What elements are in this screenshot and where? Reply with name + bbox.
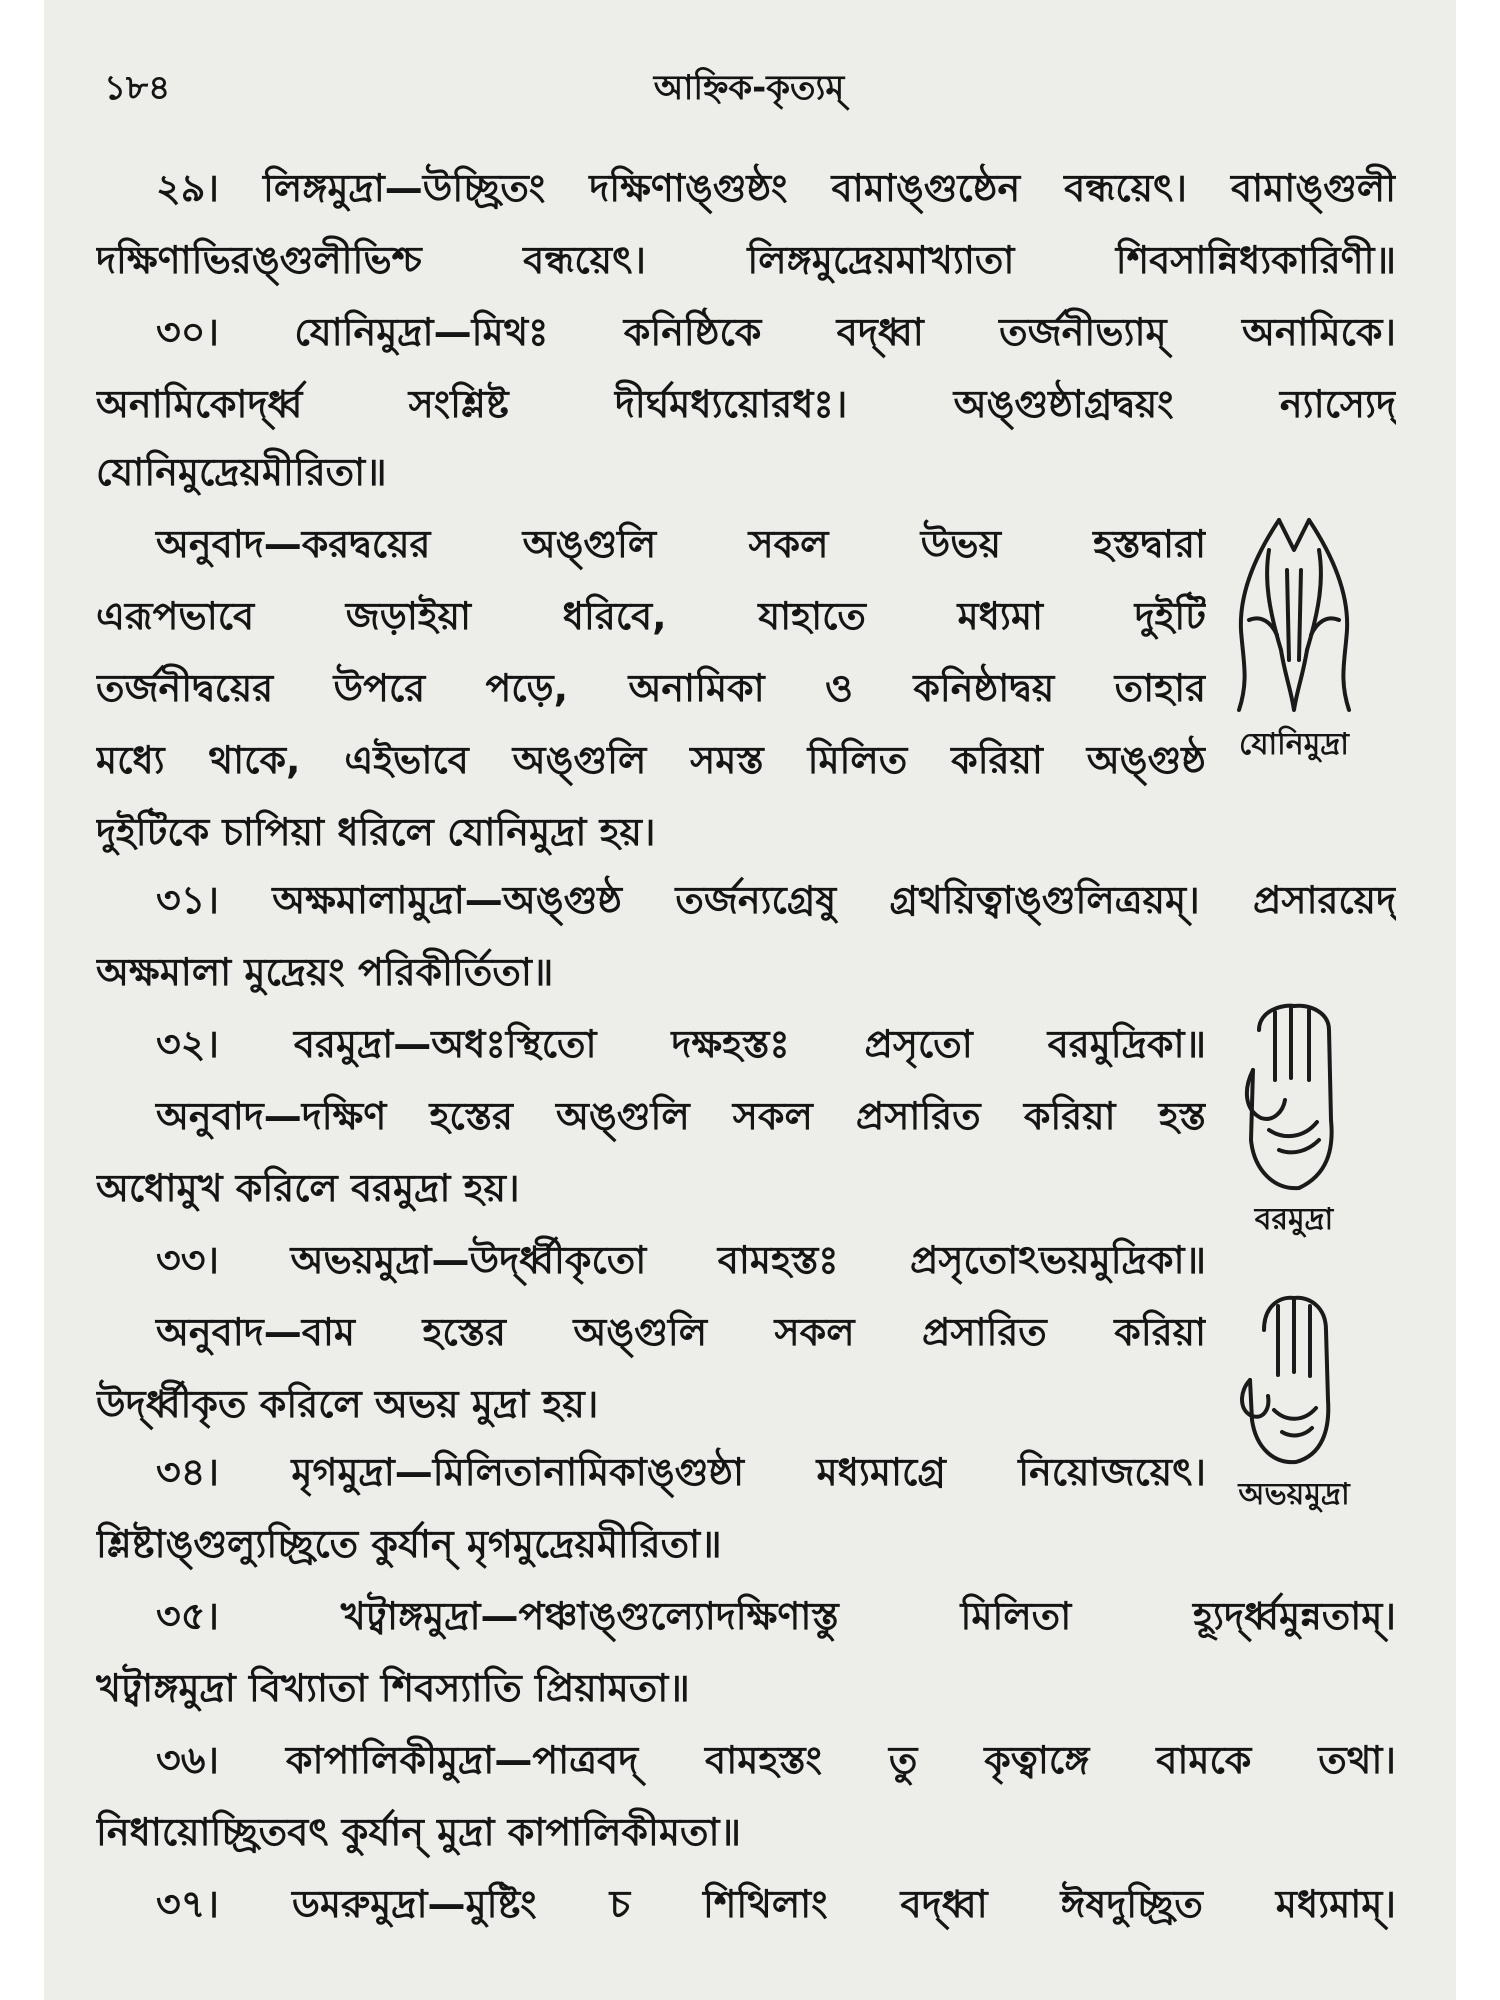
text-line: দক্ষিণাভিরঙ্গুলীভিশ্চ বন্ধয়েৎ। লিঙ্গমুদ্রেয়মাখ্যাতা শিবসান্নিধ্যকারিণী॥: [96, 238, 1396, 282]
abhaya-mudra-caption: অভয়মুদ্রা: [1238, 1477, 1350, 1512]
text-line: যোনিমুদ্রেয়মীরিতা॥: [96, 450, 387, 494]
yoni-mudra-hands-icon: [1219, 510, 1369, 720]
text-line: মধ্যে থাকে, এইভাবে অঙ্গুলি সমস্ত মিলিত করিয়া অঙ্গুষ্ঠ: [96, 738, 1206, 782]
text-line: দুইটিকে চাপিয়া ধরিলে যোনিমুদ্রা হয়।: [96, 810, 656, 854]
abhaya-mudra-hand-icon: [1234, 1290, 1354, 1470]
text-line: নিধায়োচ্ছ্রিতবৎ কুর্যান্ মুদ্রা কাপালিকীমতা॥: [96, 1810, 741, 1854]
text-line: ৩১। অক্ষমালামুদ্রা—অঙ্গুষ্ঠ তর্জন্যগ্রেষু গ্রথয়িত্বাঙ্গুলিত্রয়ম্। প্রসারয়েদ্: [156, 878, 1396, 922]
text-line: শ্লিষ্টাঙ্গুল্যুচ্ছ্রিতে কুর্যান্ মৃগমুদ্রেয়মীরিতা॥: [96, 1522, 722, 1566]
text-line: ৩৫। খট্বাঙ্গমুদ্রা—পঞ্চাঙ্গুল্যোদক্ষিণাস্তু মিলিতা হ্যূর্দ্ধ্বমুন্নতাম্।: [156, 1594, 1396, 1638]
vara-mudra-caption: বরমুদ্রা: [1254, 1202, 1334, 1237]
text-line: ৩৬। কাপালিকীমুদ্রা—পাত্রবদ্ বামহস্তং তু কৃত্বাঙ্গে বামকে তথা।: [156, 1738, 1396, 1782]
text-line: অনুবাদ—করদ্বয়ের অঙ্গুলি সকল উভয় হস্তদ্বারা: [156, 522, 1206, 566]
yoni-mudra-caption: যোনিমুদ্রা: [1239, 727, 1349, 762]
vara-mudra-hand-icon: [1239, 1000, 1349, 1195]
text-line: ২৯। লিঙ্গমুদ্রা—উচ্ছ্রিতং দক্ষিণাঙ্গুষ্ঠং বামাঙ্গুষ্ঠেন বন্ধয়েৎ। বামাঙ্গুলী: [156, 166, 1396, 210]
text-line: অনামিকোর্দ্ধ্ব সংশ্লিষ্ট দীর্ঘমধ্যয়োরধঃ। অঙ্গুষ্ঠাগ্রদ্বয়ং ন্যাস্যেদ্: [96, 382, 1396, 426]
text-line: অক্ষমালা মুদ্রেয়ং পরিকীর্তিতা॥: [96, 950, 554, 994]
text-line: ৩০। যোনিমুদ্রা—মিথঃ কনিষ্ঠিকে বদ্ধ্বা তর্জনীভ্যাম্ অনামিকে।: [156, 310, 1396, 354]
text-line: এরূপভাবে জড়াইয়া ধরিবে, যাহাতে মধ্যমা দুইটি: [96, 594, 1206, 638]
vara-mudra-figure: [1214, 1000, 1374, 1246]
text-line: অধোমুখ করিলে বরমুদ্রা হয়।: [96, 1166, 520, 1210]
book-page: [44, 0, 1456, 2000]
yoni-mudra-figure: [1194, 510, 1394, 771]
page-header: [104, 62, 1394, 122]
text-line: তর্জনীদ্বয়ের উপরে পড়ে, অনামিকা ও কনিষ্ঠাদ্বয় তাহার: [96, 666, 1206, 710]
abhaya-mudra-figure: [1194, 1290, 1394, 1521]
text-line: উর্দ্ধ্বীকৃত করিলে অভয় মুদ্রা হয়।: [96, 1382, 599, 1426]
text-line: ৩৩। অভয়মুদ্রা—উর্দ্ধ্বীকৃতো বামহস্তঃ প্রসৃতোঽভয়মুদ্রিকা॥: [156, 1238, 1206, 1282]
text-line: ৩২। বরমুদ্রা—অধঃস্থিতো দক্ষহস্তঃ প্রসৃতো বরমুদ্রিকা॥: [156, 1022, 1206, 1066]
text-line: খট্বাঙ্গমুদ্রা বিখ্যাতা শিবস্যাতি প্রিয়ামতা॥: [96, 1666, 690, 1710]
text-line: অনুবাদ—দক্ষিণ হস্তের অঙ্গুলি সকল প্রসারিত করিয়া হস্ত: [156, 1094, 1206, 1138]
text-line: ৩৪। মৃগমুদ্রা—মিলিতানামিকাঙ্গুষ্ঠা মধ্যমাগ্রে নিয়োজয়েৎ।: [156, 1450, 1206, 1494]
page-number: ১৮৪: [104, 68, 171, 108]
running-title: আহ্নিক-কৃত্যম্: [653, 68, 845, 108]
text-line: অনুবাদ—বাম হস্তের অঙ্গুলি সকল প্রসারিত করিয়া: [156, 1310, 1206, 1354]
text-line: ৩৭। ডমরুমুদ্রা—মুষ্টিং চ শিথিলাং বদ্ধ্বা ঈষদুচ্ছ্রিত মধ্যমাম্।: [156, 1882, 1396, 1926]
